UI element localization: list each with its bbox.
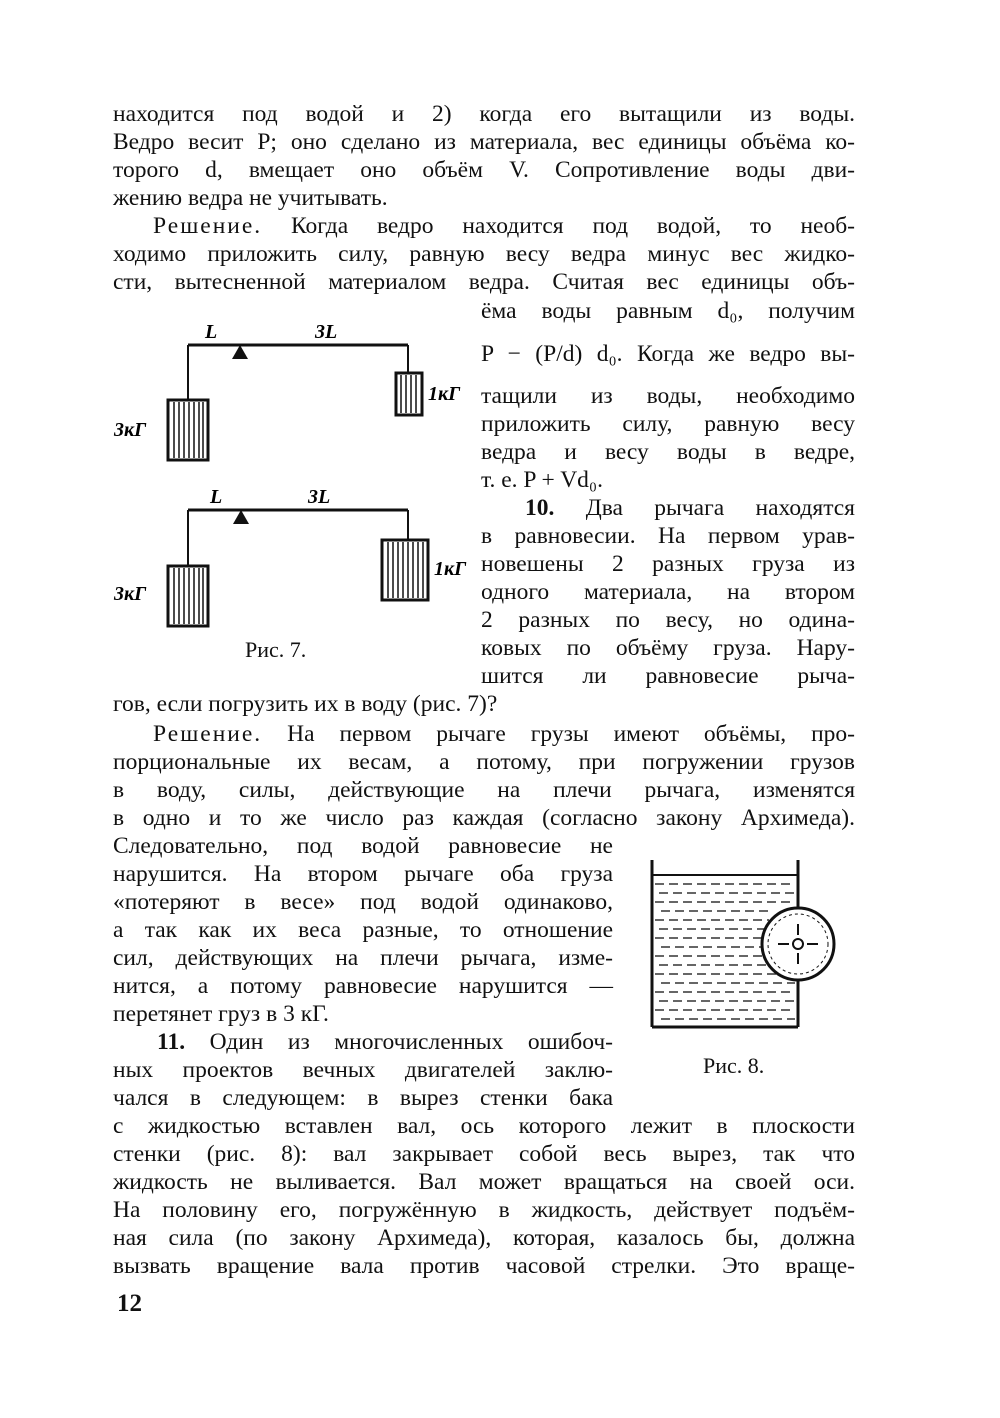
problem-number: 11. <box>157 1029 186 1055</box>
fulcrum-icon <box>233 510 249 524</box>
text-fragment: На первом рычаге грузы имеют объёмы, про- <box>262 721 855 747</box>
text-line: с жидкостью вставлен вал, ось которого лежит в плоскости <box>113 1113 855 1139</box>
text-line: Следовательно, под водой равновесие не <box>113 833 613 859</box>
text-line: новешены 2 разных груза из <box>481 551 855 577</box>
text-line: в воду, силы, действующие на плечи рычага, изменятся <box>113 777 855 803</box>
arm-label-left: L <box>210 486 223 508</box>
figure-8-caption: Рис. 8. <box>703 1053 765 1078</box>
weight-label-left: 3кГ <box>114 419 147 441</box>
text-line: в одно и то же число раз каждая (согласно закону Архимеда). <box>113 805 855 831</box>
weight-right <box>382 540 428 600</box>
text-line: нится, а потому равновесие нарушится — <box>113 973 613 999</box>
text-line: ёма воды равным d₀, получим <box>481 298 855 324</box>
text-line: На половину его, погружённую в жидкость, действует подъём- <box>113 1197 855 1223</box>
text-line: торого d, вмещает оно объём V. Сопротивление воды дви- <box>113 157 855 183</box>
weight-right <box>396 373 422 415</box>
text-fragment: Когда ведро находится под водой, то необ- <box>262 213 855 239</box>
figure-7-caption: Рис. 7. <box>245 637 307 662</box>
text-line: жидкость не выливается. Вал может вращаться на своей оси. <box>113 1169 855 1195</box>
problem-number: 10. <box>525 495 555 521</box>
text-line: перетянет груз в 3 кГ. <box>113 1001 329 1027</box>
text-fragment: Один из многочисленных ошибоч- <box>185 1029 613 1055</box>
text-line: Ведро весит P; оно сделано из материала, вес единицы объёма ко- <box>113 129 855 155</box>
page-number: 12 <box>117 1290 142 1317</box>
text-line: одного материала, на втором <box>481 579 855 605</box>
text-line: в равновесии. На первом урав- <box>481 523 855 549</box>
text-line: находится под водой и 2) когда его вытащили из воды. <box>113 101 855 127</box>
text-line: сти, вытесненной материалом ведра. Считая вес единицы объ- <box>113 269 855 295</box>
text-line: ходимо приложить силу, равную весу ведра минус вес жидко- <box>113 241 855 267</box>
problem-10-first-line <box>481 494 855 522</box>
figure-8-tank <box>645 855 845 1035</box>
text-line: шится ли равновесие рыча- <box>481 663 855 689</box>
solution-1-first-line <box>113 212 855 240</box>
text-line: стенки (рис. 8): вал закрывает собой весь вырез, так что <box>113 1141 855 1167</box>
solution-label: Решение. <box>153 721 263 747</box>
text-line: гов, если погрузить их в воду (рис. 7)? <box>113 691 498 717</box>
text-line: сил, действующих на плечи рычага, изме- <box>113 945 613 971</box>
text-line: ковых по объёму груза. Нару- <box>481 635 855 661</box>
text-line: чался в следующем: в вырез стенки бака <box>113 1085 613 1111</box>
solution-2-first-line <box>113 720 855 748</box>
fulcrum-icon <box>232 345 248 359</box>
text-line: нарушится. На втором рычаге оба груза <box>113 861 613 887</box>
text-line: а так как их веса разные, то отношение <box>113 917 613 943</box>
arm-label-right: 3L <box>308 486 331 508</box>
text-line: ведра и весу воды в ведре, <box>481 439 855 465</box>
formula-line: P − (P/d) d₀. Когда же ведро вы- <box>481 341 855 367</box>
weight-label-right: 1кГ <box>428 383 461 405</box>
text-line: т. е. P + Vd₀. <box>481 467 603 493</box>
text-line: тащили из воды, необходимо <box>481 383 855 409</box>
arm-label-left: L <box>205 321 218 343</box>
figure-7-levers <box>110 318 467 638</box>
text-line: приложить силу, равную весу <box>481 411 855 437</box>
text-line: вызвать вращение вала против часовой стрелки. Это враще- <box>113 1253 855 1279</box>
problem-11-first-line <box>113 1028 613 1056</box>
text-line: ная сила (по закону Архимеда), которая, казалось бы, должна <box>113 1225 855 1251</box>
weight-label-left: 3кГ <box>114 583 147 605</box>
text-line: «потеряют в весе» под водой одинаково, <box>113 889 613 915</box>
weight-label-right: 1кГ <box>434 558 467 580</box>
text-line: 2 разных по весу, но одина- <box>481 607 855 633</box>
solution-label: Решение. <box>153 213 263 239</box>
text-line: порциональные их весам, а потому, при погружении грузов <box>113 749 855 775</box>
text-line: ных проектов вечных двигателей заклю- <box>113 1057 613 1083</box>
text-fragment: Два рычага находятся <box>554 495 855 521</box>
shaft-axis-icon <box>793 939 803 949</box>
arm-label-right: 3L <box>315 321 338 343</box>
text-line: жению ведра не учитывать. <box>113 185 388 211</box>
